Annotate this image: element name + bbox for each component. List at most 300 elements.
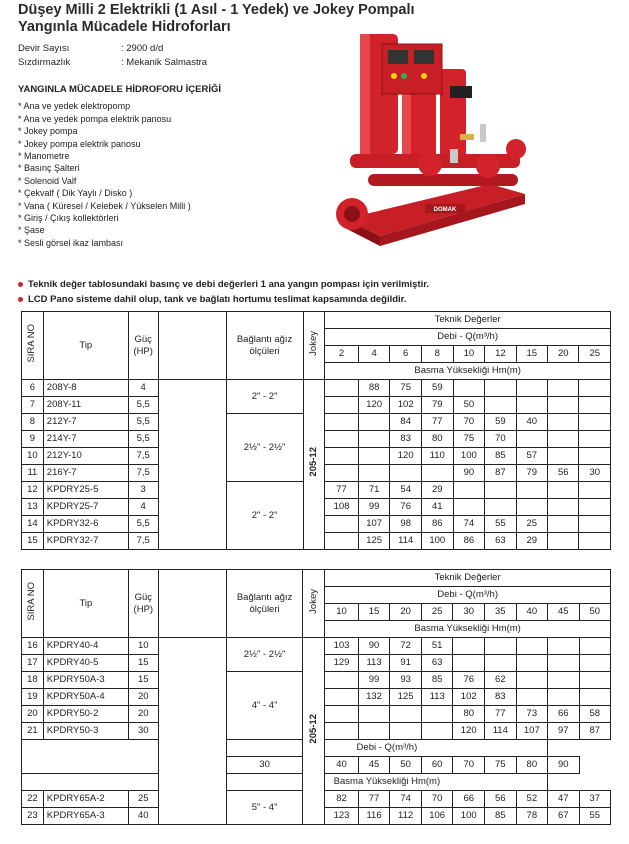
cell-hm	[421, 723, 453, 740]
cell-tip: 208Y-8	[43, 380, 128, 397]
notes-list	[18, 277, 429, 307]
cell-hm	[325, 448, 359, 465]
cell-hm: 132	[358, 689, 390, 706]
cell-hm	[579, 482, 611, 499]
cell-hm	[325, 380, 359, 397]
cell-sira: 17	[22, 655, 44, 672]
jokey-value: 205-12	[307, 713, 319, 744]
cell-guc: 5,5	[128, 397, 158, 414]
cell-hm: 74	[390, 791, 422, 808]
cell-hm	[548, 397, 579, 414]
cell-hm: 107	[516, 723, 548, 740]
header-baglanti: Bağlantı ağız ölçüleri	[226, 570, 303, 638]
cell-sira: 18	[22, 672, 44, 689]
cell-hm: 83	[485, 689, 517, 706]
cell-hm: 74	[453, 516, 485, 533]
cell-hm: 37	[579, 791, 610, 808]
cell-hm	[453, 638, 485, 655]
header-debi-2: Debi - Q(m³/h)	[226, 740, 547, 757]
cell-hm: 113	[358, 655, 390, 672]
cell-hm: 86	[453, 533, 485, 550]
cell-hm	[358, 414, 390, 431]
cell-hm: 125	[390, 689, 422, 706]
header-q: 50	[579, 604, 610, 621]
cell-hm	[453, 655, 485, 672]
cell-hm	[390, 723, 422, 740]
cell-hm: 78	[516, 808, 548, 825]
cell-tip: KPDRY50A-3	[43, 672, 128, 689]
cell-hm: 72	[390, 638, 422, 655]
table-header-row	[22, 312, 611, 329]
header-q: 75	[485, 757, 517, 774]
header-q: 20	[548, 346, 579, 363]
cell-hm	[485, 499, 516, 516]
spec-row	[18, 56, 207, 70]
technical-table-2	[21, 569, 611, 825]
cell-hm: 120	[453, 723, 485, 740]
note-text: LCD Pano sisteme dahil olup, tank ve bağlatı hortumu teslimat kapsamında değildir.	[28, 294, 407, 305]
cell-hm	[548, 482, 579, 499]
cell-hm	[325, 533, 359, 550]
note-item	[18, 292, 429, 307]
cell-hm	[516, 397, 547, 414]
cell-hm	[516, 380, 547, 397]
cell-hm: 120	[358, 397, 390, 414]
header-basma: Basma Yüksekliği Hm(m)	[325, 363, 611, 380]
cell-hm	[579, 638, 610, 655]
header-q: 2	[325, 346, 359, 363]
cell-tip: KPDRY32-6	[43, 516, 128, 533]
jokey-value: 205-12	[307, 447, 319, 477]
header-debi: Debi - Q(m³/h)	[325, 329, 611, 346]
cell-hm: 47	[548, 791, 579, 808]
cell-hm: 30	[579, 465, 611, 482]
header-debi: Debi - Q(m³/h)	[325, 587, 611, 604]
cell-sira: 19	[22, 689, 44, 706]
cell-hm: 103	[325, 638, 359, 655]
cell-hm	[358, 448, 390, 465]
spec-key: Devir Sayısı	[18, 43, 70, 54]
cell-hm: 77	[358, 791, 390, 808]
header-q: 12	[485, 346, 516, 363]
product-base-brand: DOMAK	[433, 207, 457, 213]
header-guc: Güç (HP)	[128, 570, 158, 638]
cell-hm	[453, 380, 485, 397]
header-jokey	[303, 570, 325, 638]
cell-hm	[579, 397, 611, 414]
cell-hm	[390, 465, 422, 482]
header-q: 20	[390, 604, 422, 621]
cell-guc: 4	[128, 380, 158, 397]
cell-sira: 10	[22, 448, 44, 465]
contents-item: * Vana ( Küresel / Kelebek / Yükselen Milli )	[18, 200, 191, 211]
header-q: 4	[358, 346, 390, 363]
cell-hm: 82	[325, 791, 359, 808]
contents-item: * Ana ve yedek elektropomp	[18, 101, 131, 112]
cell-hm: 91	[390, 655, 422, 672]
contents-item: * Manometre	[18, 151, 70, 162]
cell-hm	[485, 397, 516, 414]
cell-hm: 55	[485, 516, 516, 533]
cell-hm: 114	[485, 723, 517, 740]
cell-jokey	[303, 380, 325, 550]
cell-hm: 102	[453, 689, 485, 706]
cell-hm: 90	[358, 638, 390, 655]
cell-hm: 77	[421, 414, 453, 431]
contents-item: * Çekvalf ( Dik Yaylı / Disko )	[18, 188, 133, 199]
cell-hm: 70	[453, 414, 485, 431]
cell-sira: 16	[22, 638, 44, 655]
cell-hm: 62	[485, 672, 517, 689]
cell-tip: KPDRY25-5	[43, 482, 128, 499]
cell-hm	[579, 655, 610, 672]
cell-hm: 125	[358, 533, 390, 550]
cell-hm: 29	[421, 482, 453, 499]
cell-hm: 90	[453, 465, 485, 482]
cell-hm: 29	[516, 533, 547, 550]
cell-hm: 99	[358, 499, 390, 516]
cell-hm: 50	[453, 397, 485, 414]
cell-tip: KPDRY50-2	[43, 706, 128, 723]
cell-guc: 40	[128, 808, 158, 825]
contents-item: * Solenoid Valf	[18, 175, 77, 186]
cell-hm: 73	[516, 706, 548, 723]
cell-hm: 52	[516, 791, 548, 808]
cell-hm: 85	[485, 448, 516, 465]
cell-hm: 79	[421, 397, 453, 414]
cell-hm	[548, 448, 579, 465]
header-q: 30	[453, 604, 485, 621]
cell-hm: 100	[453, 448, 485, 465]
cell-hm: 58	[579, 706, 610, 723]
cell-hm	[579, 516, 611, 533]
cell-tip: KPDRY65A-3	[43, 808, 128, 825]
cell-hm: 99	[358, 672, 390, 689]
cell-hm	[579, 448, 611, 465]
header-q: 10	[325, 604, 359, 621]
header-q: 10	[453, 346, 485, 363]
header-jokey-label: Jokey	[307, 588, 319, 614]
cell-sira: 12	[22, 482, 44, 499]
contents-item: * Giriş / Çıkış kollektörleri	[18, 213, 119, 224]
cell-hm	[485, 638, 517, 655]
cell-hm	[325, 465, 359, 482]
header-spacer	[158, 570, 226, 638]
cell-jokey	[303, 638, 325, 825]
table-row	[22, 380, 611, 397]
cell-guc: 20	[128, 706, 158, 723]
header-q: 15	[516, 346, 547, 363]
header-teknik: Teknik Değerler	[325, 312, 611, 329]
cell-tip: 212Y-7	[43, 414, 128, 431]
empty-cell	[22, 740, 159, 774]
cell-hm: 123	[325, 808, 359, 825]
cell-guc: 7,5	[128, 533, 158, 550]
header-basma-2: Basma Yüksekliği Hm(m)	[226, 774, 547, 791]
table-row	[22, 638, 611, 655]
cell-hm: 80	[453, 706, 485, 723]
cell-hm: 25	[516, 516, 547, 533]
cell-hm: 51	[421, 638, 453, 655]
cell-sira: 15	[22, 533, 44, 550]
cell-hm: 85	[485, 808, 517, 825]
cell-hm	[516, 689, 548, 706]
cell-guc: 5,5	[128, 516, 158, 533]
cell-sira: 14	[22, 516, 44, 533]
header-jokey	[303, 312, 325, 380]
cell-hm	[548, 533, 579, 550]
spec-value: : 2900 d/d	[121, 43, 164, 54]
header-q: 45	[548, 604, 579, 621]
cell-sira: 20	[22, 706, 44, 723]
cell-hm	[453, 499, 485, 516]
contents-item: * Sesli görsel ikaz lambası	[18, 237, 124, 248]
cell-hm	[548, 655, 579, 672]
spec-row	[18, 42, 207, 56]
cell-hm: 70	[485, 431, 516, 448]
cell-guc: 4	[128, 499, 158, 516]
cell-hm	[579, 380, 611, 397]
cell-hm	[579, 431, 611, 448]
cell-hm: 63	[485, 533, 516, 550]
header-q: 50	[390, 757, 422, 774]
cell-guc: 5,5	[128, 431, 158, 448]
cell-hm: 77	[485, 706, 517, 723]
spacer-cell	[158, 638, 226, 825]
spacer-cell	[158, 380, 226, 550]
header-basma: Basma Yüksekliği Hm(m)	[325, 621, 611, 638]
specs-list	[18, 42, 207, 70]
cell-hm: 93	[390, 672, 422, 689]
cell-hm	[548, 499, 579, 516]
header-q: 80	[516, 757, 548, 774]
cell-hm: 98	[390, 516, 422, 533]
cell-hm	[516, 638, 548, 655]
cell-hm: 120	[390, 448, 422, 465]
cell-sira: 8	[22, 414, 44, 431]
cell-tip: KPDRY25-7	[43, 499, 128, 516]
cell-hm: 114	[390, 533, 422, 550]
cell-hm: 40	[516, 414, 547, 431]
header-sira	[22, 312, 44, 380]
header-q: 35	[485, 604, 517, 621]
header-tip: Tip	[43, 312, 128, 380]
header-sira-label: SIRA NO	[26, 581, 38, 621]
cell-sira: 6	[22, 380, 44, 397]
cell-hm	[579, 499, 611, 516]
bullet-icon	[18, 297, 23, 302]
cell-guc: 7,5	[128, 448, 158, 465]
cell-tip: KPDRY65A-2	[43, 791, 128, 808]
cell-baglanti: 5" - 4"	[226, 791, 303, 825]
cell-hm	[325, 516, 359, 533]
contents-list	[18, 84, 221, 249]
cell-hm: 83	[390, 431, 422, 448]
note-text: Teknik değer tablosundaki basınç ve debi değerleri 1 ana yangın pompası için verilmiştir.	[28, 279, 430, 290]
table-subheader-row	[22, 774, 611, 791]
cell-hm: 108	[325, 499, 359, 516]
cell-hm	[579, 672, 610, 689]
cell-hm	[325, 706, 359, 723]
cell-guc: 10	[128, 638, 158, 655]
cell-tip: KPDRY32-7	[43, 533, 128, 550]
cell-hm	[516, 655, 548, 672]
header-q: 30	[226, 757, 303, 774]
cell-hm: 129	[325, 655, 359, 672]
cell-hm: 113	[421, 689, 453, 706]
cell-guc: 30	[128, 723, 158, 740]
header-q: 90	[548, 757, 579, 774]
header-sira-label: SIRA NO	[26, 323, 38, 363]
cell-hm: 63	[421, 655, 453, 672]
cell-guc: 7,5	[128, 465, 158, 482]
header-tip: Tip	[43, 570, 128, 638]
cell-baglanti: 4" - 4"	[226, 672, 303, 740]
cell-hm: 71	[358, 482, 390, 499]
cell-hm	[485, 380, 516, 397]
cell-tip: KPDRY50A-4	[43, 689, 128, 706]
header-q: 15	[358, 604, 390, 621]
cell-hm: 84	[390, 414, 422, 431]
header-q: 40	[325, 757, 359, 774]
header-q: 45	[358, 757, 390, 774]
cell-hm: 59	[485, 414, 516, 431]
spec-key: Sızdırmazlık	[18, 57, 71, 68]
contents-item: * Jokey pompa	[18, 126, 78, 137]
cell-hm: 57	[516, 448, 547, 465]
cell-sira: 22	[22, 791, 44, 808]
cell-hm	[421, 465, 453, 482]
cell-guc: 15	[128, 672, 158, 689]
cell-hm: 56	[485, 791, 517, 808]
header-q: 70	[453, 757, 485, 774]
cell-guc: 5,5	[128, 414, 158, 431]
title-line-1: Düşey Milli 2 Elektrikli (1 Asıl - 1 Yedek) ve Jokey Pompalı	[18, 2, 415, 18]
cell-hm	[325, 397, 359, 414]
cell-hm	[325, 689, 359, 706]
product-brand: DOMAK	[400, 38, 424, 44]
cell-hm: 56	[548, 465, 579, 482]
cell-hm	[548, 672, 579, 689]
cell-hm	[325, 414, 359, 431]
bullet-icon	[18, 282, 23, 287]
cell-hm: 107	[358, 516, 390, 533]
cell-hm: 75	[453, 431, 485, 448]
cell-tip: 214Y-7	[43, 431, 128, 448]
cell-hm: 112	[390, 808, 422, 825]
cell-sira: 7	[22, 397, 44, 414]
cell-baglanti: 2" - 2"	[226, 380, 303, 414]
cell-hm: 116	[358, 808, 390, 825]
header-sira	[22, 570, 44, 638]
cell-hm: 55	[579, 808, 610, 825]
cell-hm	[579, 533, 611, 550]
cell-sira: 21	[22, 723, 44, 740]
cell-sira: 13	[22, 499, 44, 516]
cell-tip: KPDRY50-3	[43, 723, 128, 740]
cell-hm	[548, 638, 579, 655]
cell-hm: 54	[390, 482, 422, 499]
cell-hm	[579, 414, 611, 431]
cell-hm	[358, 723, 390, 740]
cell-guc: 25	[128, 791, 158, 808]
cell-hm: 77	[325, 482, 359, 499]
cell-hm	[548, 431, 579, 448]
header-q: 60	[421, 757, 453, 774]
cell-hm	[579, 689, 610, 706]
cell-hm	[421, 706, 453, 723]
header-guc: Güç (HP)	[128, 312, 158, 380]
cell-hm: 88	[358, 380, 390, 397]
cell-baglanti: 2" - 2"	[226, 482, 303, 550]
cell-hm: 59	[421, 380, 453, 397]
header-q: 25	[421, 604, 453, 621]
cell-hm	[358, 431, 390, 448]
cell-baglanti: 2½" - 2½"	[226, 414, 303, 482]
note-item	[18, 277, 429, 292]
cell-hm: 87	[579, 723, 610, 740]
cell-hm: 100	[421, 533, 453, 550]
header-q: 8	[421, 346, 453, 363]
hydrophore-product-image	[330, 14, 530, 264]
contents-item: * Ana ve yedek pompa elektrik panosu	[18, 113, 172, 124]
cell-hm	[516, 431, 547, 448]
cell-hm	[325, 672, 359, 689]
header-jokey-label: Jokey	[307, 330, 319, 356]
header-q: 25	[579, 346, 611, 363]
cell-hm	[390, 706, 422, 723]
cell-tip: KPDRY40-5	[43, 655, 128, 672]
cell-hm	[516, 499, 547, 516]
cell-hm	[485, 655, 517, 672]
cell-guc: 20	[128, 689, 158, 706]
contents-item: * Jokey pompa elektrik panosu	[18, 138, 141, 149]
cell-hm: 66	[548, 706, 579, 723]
cell-hm: 85	[421, 672, 453, 689]
technical-table-1	[21, 311, 611, 550]
cell-hm: 76	[390, 499, 422, 516]
cell-baglanti: 2½" - 2½"	[226, 638, 303, 672]
table-header-row	[22, 570, 611, 587]
contents-item: * Şase	[18, 225, 45, 236]
cell-hm	[358, 465, 390, 482]
cell-hm	[548, 516, 579, 533]
cell-hm	[548, 689, 579, 706]
cell-sira: 11	[22, 465, 44, 482]
header-spacer	[158, 312, 226, 380]
cell-hm	[325, 723, 359, 740]
cell-hm: 66	[453, 791, 485, 808]
cell-hm	[516, 482, 547, 499]
header-baglanti: Bağlantı ağız ölçüleri	[226, 312, 303, 380]
cell-sira: 23	[22, 808, 44, 825]
contents-heading: YANGINLA MÜCADELE HİDROFORU İÇERİĞİ	[18, 84, 222, 95]
contents-item: * Basınç Şalteri	[18, 163, 80, 174]
cell-tip: 208Y-11	[43, 397, 128, 414]
cell-hm: 75	[390, 380, 422, 397]
cell-sira: 9	[22, 431, 44, 448]
cell-hm: 106	[421, 808, 453, 825]
cell-hm: 100	[453, 808, 485, 825]
cell-hm	[548, 414, 579, 431]
cell-hm: 41	[421, 499, 453, 516]
title-line-2: Yangınla Mücadele Hidroforları	[18, 19, 231, 35]
cell-hm	[453, 482, 485, 499]
cell-hm	[548, 380, 579, 397]
cell-hm: 79	[516, 465, 547, 482]
cell-hm: 67	[548, 808, 579, 825]
cell-hm: 102	[390, 397, 422, 414]
